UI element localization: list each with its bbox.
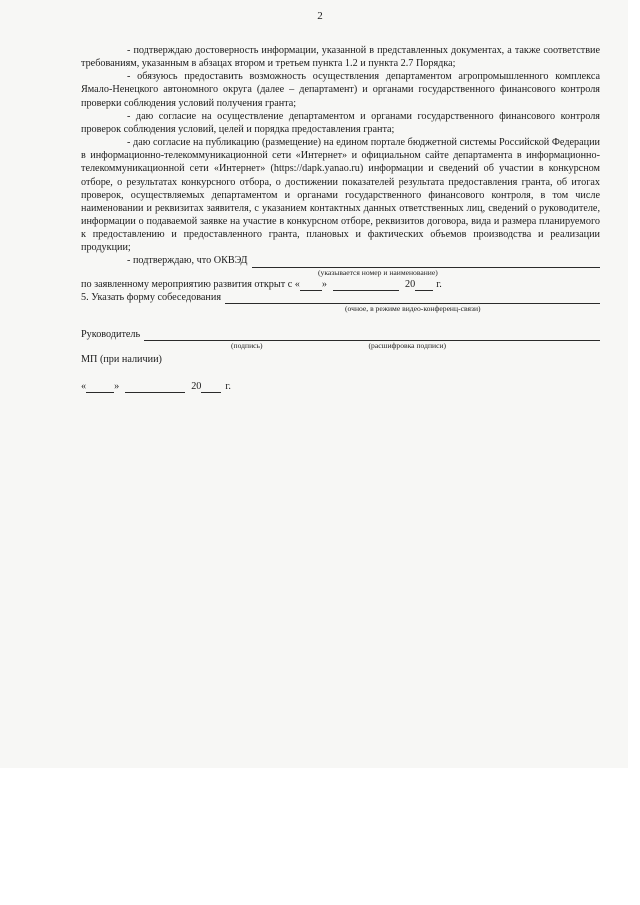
interview-hint: (очное, в режиме видео-конференц-связи) [345,303,481,313]
interview-field[interactable] [225,293,600,304]
okved-month-field[interactable] [333,280,399,291]
signature-hint-sign: (подпись) [231,340,263,350]
paragraph-consent-publication: - даю согласие на публикацию (размещение) на едином портале бюджетной системы Российской Федерации в информационно-телекоммуникационной сети «Интернет» и официальном сайте департамента в информационно-телекоммуникационной сети «Интернет» (https://dapk.yanao.ru) информации и сведений об участии в конкурсном отборе, о результатах конкурсного отбора, о достижении показателей результата предоставления гранта, об итогах проверок, осуществляемых департаментом и органами государственного финансового контроля, в том числе наименовании и реквизитах заявителя, с указанием контактных данных ответственных лиц, сведений о руководителе, информации о подаваемой заявке на участие в конкурсном отборе, реквизитов договора, вида и размера планируемого к предоставлению и предоставленного гранта, плановых и фактических объемов производства и реализации продукции; [81,137,600,254]
okved-hint: (указывается номер и наименование) [318,267,438,277]
okved-line [81,255,600,268]
date-close-quote: » [114,381,120,393]
date-day-field[interactable] [86,382,114,393]
interview-line [81,291,600,304]
date-line [81,380,600,393]
date-year-prefix: 20 [191,381,202,393]
okved-label: - подтверждаю, что ОКВЭД [127,255,248,267]
okved-year-suffix: г. [436,278,442,290]
okved-day-field[interactable] [300,280,322,291]
date-year-field[interactable] [201,382,221,393]
okved-field[interactable] [252,257,601,268]
signature-hints [81,341,600,351]
signature-line [81,328,600,341]
okved-open-date-line [81,278,600,291]
page-number: 2 [317,10,323,22]
date-open-quote: « [81,381,87,393]
paragraph-confirm-accuracy: - подтверждаю достоверность информации, указанной в представленных документах, а также соответствие требованиям, указанным в абзацах втором и третьем пункта 1.2 и пункта 2.7 Порядка; [81,45,600,70]
okved-close-quote: » [321,278,327,290]
document-body [81,44,600,393]
okved-open-prefix: по заявленному мероприятию развития открыт с « [81,278,300,290]
date-suffix: г. [225,381,231,393]
okved-year-field[interactable] [415,280,433,291]
paragraph-consent-checks: - даю согласие на осуществление департаментом и органами государственного финансового контроля проверок соблюдения условий, целей и порядка предоставления гранта; [81,110,600,135]
paragraph-inspection-obligation: - обязуюсь предоставить возможность осуществления департаментом агропромышленного комплекса Ямало-Ненецкого автономного округа (далее – департамент) и органами государственного финансового контроля проверки соблюдения условий получения гранта; [81,71,600,109]
signature-label: Руководитель [81,328,141,340]
okved-year-prefix: 20 [405,278,416,290]
interview-label: 5. Указать форму собеседования [81,291,222,303]
signature-hint-decode: (расшифровка подписи) [368,340,447,350]
date-month-field[interactable] [125,382,185,393]
signature-field[interactable] [144,330,600,341]
stamp-note: МП (при наличии) [81,353,162,365]
